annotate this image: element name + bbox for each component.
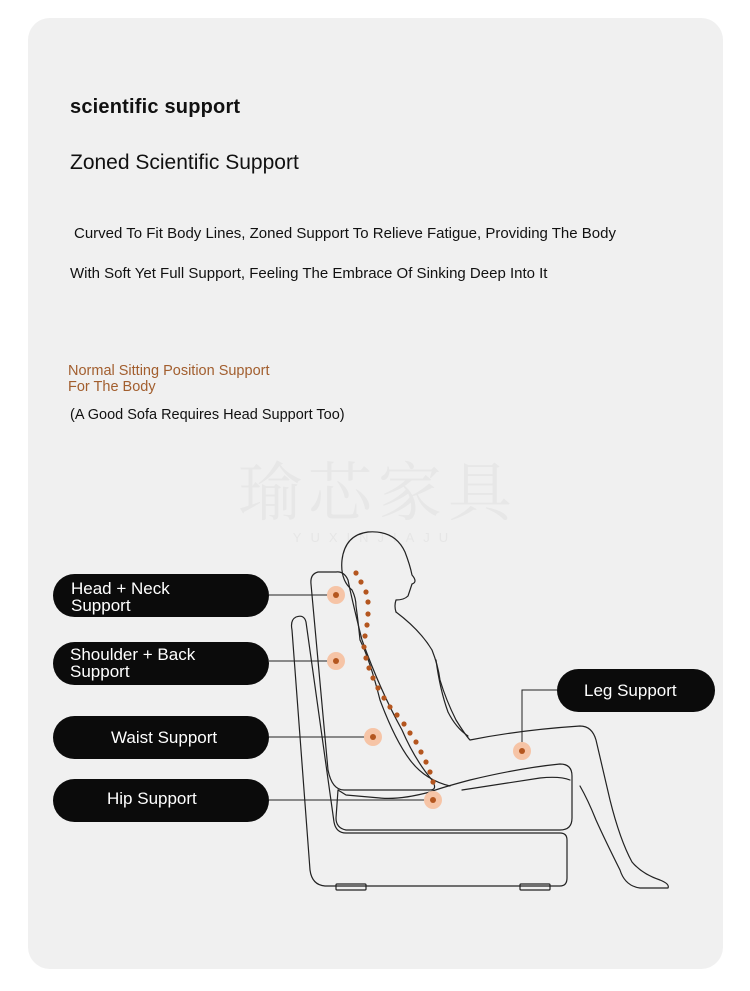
label-head-neck-line-1: Head + Neck (71, 579, 170, 598)
label-shoulder-back-support (53, 642, 269, 685)
section-heading-line-2: For The Body (68, 379, 156, 395)
description-line-2: With Soft Yet Full Support, Feeling The Embrace Of Sinking Deep Into It (70, 265, 548, 282)
label-leg-line-1: Leg Support (584, 681, 677, 700)
marker-shoulder-back (327, 652, 345, 670)
label-shoulder-back-line-1: Shoulder + Back (70, 645, 196, 664)
brand-watermark: 瑜芯家具 (238, 457, 518, 529)
label-shoulder-back-line-2: Support (70, 662, 130, 681)
label-hip-support (53, 779, 269, 822)
section-note: (A Good Sofa Requires Head Support Too) (70, 407, 345, 423)
label-head-neck-support (53, 574, 269, 617)
label-head-neck-line-2: Support (71, 596, 131, 615)
section-kicker: scientific support (70, 96, 241, 118)
section-heading-line-1: Normal Sitting Position Support (68, 363, 270, 379)
marker-leg (513, 742, 531, 760)
marker-head-neck (327, 586, 345, 604)
marker-waist (364, 728, 382, 746)
description-line-1: Curved To Fit Body Lines, Zoned Support To Relieve Fatigue, Providing The Body (74, 225, 616, 242)
page-title: Zoned Scientific Support (70, 151, 299, 174)
label-waist-line-1: Waist Support (111, 728, 218, 747)
spine-dots (353, 570, 435, 784)
label-hip-line-1: Hip Support (107, 789, 197, 808)
label-leg-support (557, 669, 715, 712)
brand-watermark-sub: YUXINJIAJU (292, 530, 458, 545)
label-waist-support (53, 716, 269, 759)
marker-hip (424, 791, 442, 809)
